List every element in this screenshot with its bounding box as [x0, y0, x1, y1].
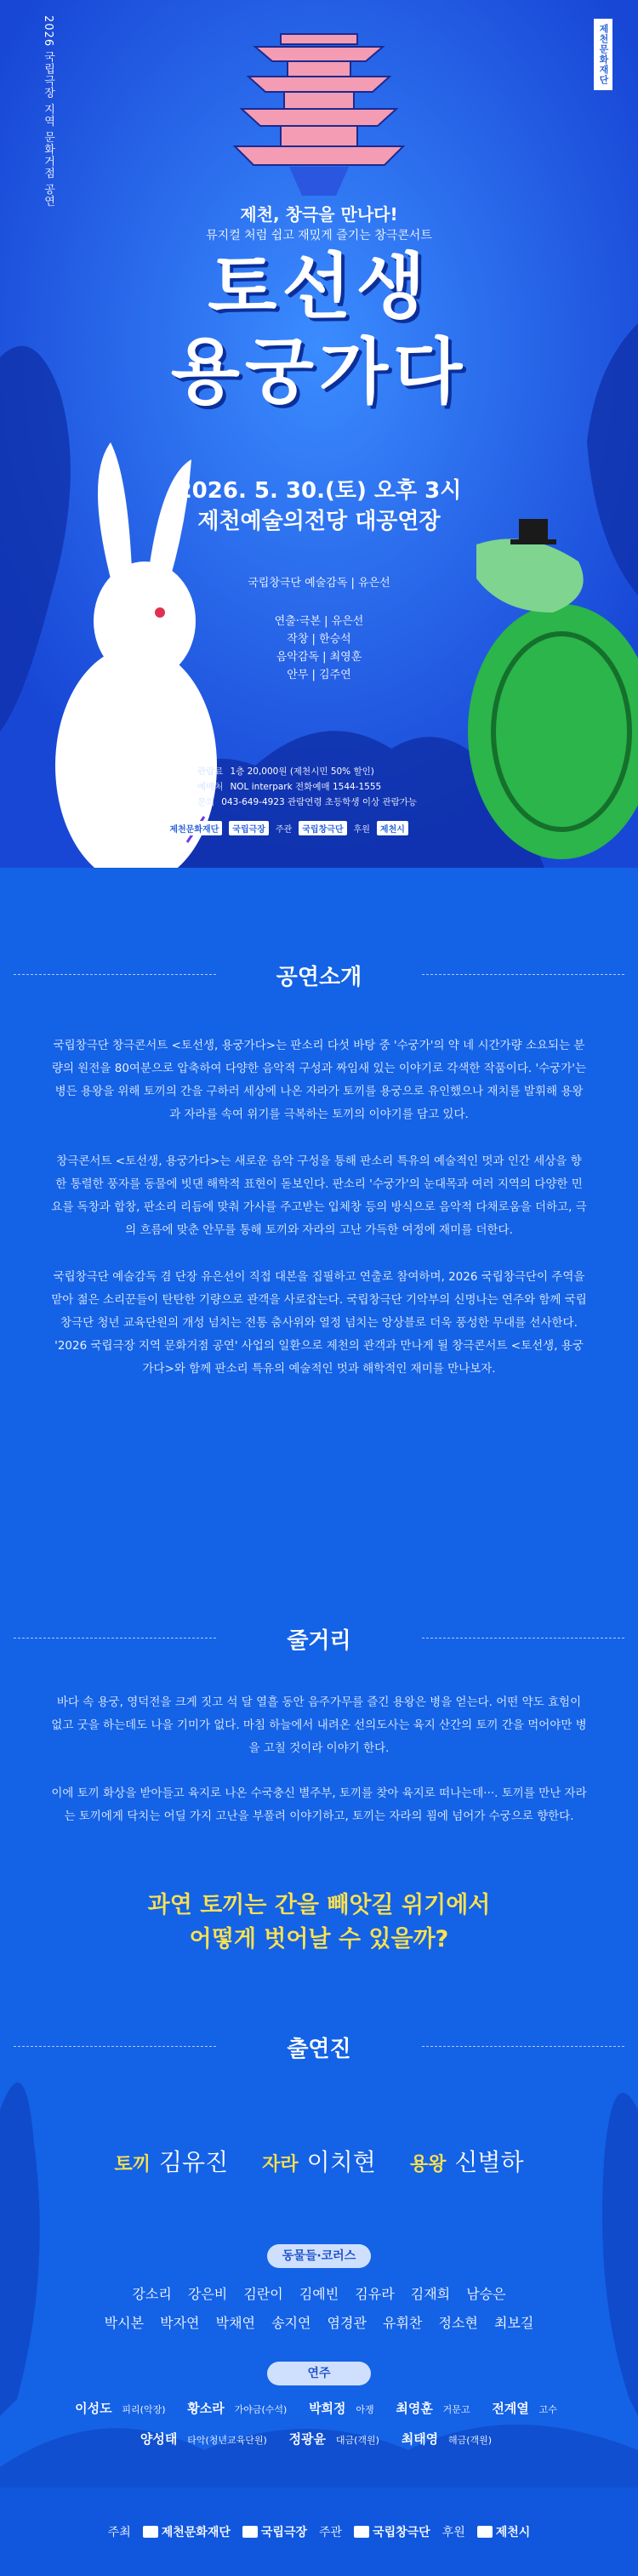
- band-part: 거문고: [442, 2404, 470, 2415]
- synopsis-text: [51, 1691, 587, 1828]
- band-names: [0, 2394, 638, 2455]
- footer-logo-text: 국립극장: [260, 2526, 307, 2539]
- band-name: 이성도: [75, 2401, 112, 2416]
- band-member: [402, 2431, 498, 2447]
- band-member: [289, 2431, 385, 2447]
- synopsis-paragraph: 바다 속 용궁, 영덕전을 크게 짓고 석 달 열흘 동안 음주가무를 즐긴 용왕은 병을 얻는다. 어떤 약도 효험이 없고 굿을 하는데도 나을 기미가 없다. 마침 하늘에서 내려온 선의도사는 육지 산간의 토끼 간을 먹어야만 병을 고칠 것이라 이야기 한다.: [51, 1695, 587, 1755]
- cast-leads: [0, 2144, 638, 2178]
- intro-text: [51, 1034, 587, 1381]
- poster-venue: 제천예술의전당 대공연장: [197, 509, 441, 534]
- lead-name: 신별하: [454, 2148, 524, 2176]
- chorus-row: [0, 2280, 638, 2309]
- poster-illustration: [0, 0, 638, 868]
- host-logo: 국립창극단: [299, 821, 346, 835]
- poster-credit-line: 작창 | 한승석: [287, 633, 351, 646]
- chorus-name: 염경관: [327, 2315, 367, 2331]
- poster-title-line2: 용궁가다: [170, 330, 468, 413]
- chorus-name: 박채연: [215, 2315, 255, 2331]
- cast-heading: 출연진: [287, 2037, 351, 2062]
- chorus-name: 송지연: [271, 2315, 311, 2331]
- poster-vertical-logo: 제천문화재단: [594, 19, 612, 90]
- footer-logo: [354, 2523, 430, 2540]
- content: [0, 868, 638, 2576]
- host-label: 주관: [275, 825, 293, 835]
- info-key: 문의: [197, 797, 215, 807]
- logo-mark-icon: [354, 2526, 369, 2538]
- band-part: 가야금(수석): [234, 2404, 288, 2415]
- chorus-name: 김란이: [243, 2286, 283, 2302]
- band-part: 타악(청년교육단원): [187, 2435, 267, 2446]
- band-row: [0, 2425, 638, 2455]
- poster-info-box: [197, 764, 453, 810]
- synopsis-quote: [0, 1889, 638, 1957]
- poster-credit-line: 음악감독 | 최영훈: [276, 651, 362, 664]
- band-member: [309, 2401, 380, 2416]
- lead-role: 자라: [262, 2154, 299, 2175]
- band-part: 고수: [538, 2404, 557, 2415]
- band-name: 최태영: [401, 2431, 439, 2447]
- band-name: 최영훈: [396, 2401, 433, 2416]
- lead-name: 이치현: [306, 2148, 376, 2176]
- host-label: 주최: [143, 825, 160, 835]
- poster-subtagline: 뮤지컬 처럼 쉽고 재밌게 즐기는 창극콘서트: [206, 229, 432, 242]
- footer-label: 주관: [319, 2526, 343, 2539]
- synopsis-paragraph: 이에 토끼 화상을 받아들고 육지로 나온 수국충신 별주부, 토끼를 찾아 육지로 떠나는데···. 토끼를 만난 자라는 토끼에게 닥치는 어딜 가지 고난을 부풀려 이야기하고, 토끼는 자라의 꾐에 넘어가 수궁으로 향한다.: [51, 1787, 587, 1823]
- chorus-name: 김유라: [355, 2286, 395, 2302]
- lead-entry: [114, 2144, 228, 2178]
- chorus-name: 김재희: [410, 2286, 451, 2302]
- intro-paragraph: 창극콘서트 <토선생, 용궁가다>는 새로운 음악 구성을 통해 판소리 특유의 예술적인 멋과 인간 세상을 향한 통렬한 풍자를 동물에 빗댄 해학적 표현이 돋보인다. 판소리 '수궁가'의 눈대목과 여러 지역의 다양한 민요를 독창과 합창, 판소리 리듬에 맞춰 가사를 주고받는 입체창 등의 방식으로 음악적 다채로움을 더하고, 극의 흐름에 맞춘 안무를 통해 토끼와 자라의 고난 가득한 여정에 재미를 더한다.: [51, 1154, 587, 1237]
- band-part: 대금(객원): [335, 2435, 379, 2446]
- footer-logo-text: 제천문화재단: [161, 2526, 231, 2539]
- chorus-label: 동물들·코러스: [267, 2244, 371, 2268]
- poster-date: 2026. 5. 30.(토) 오후 3시: [176, 478, 462, 504]
- band-member: [75, 2401, 171, 2416]
- host-logo: 제천시: [377, 821, 408, 835]
- footer-logo-text: 제천시: [495, 2526, 531, 2539]
- info-value: 1층 20,000원 (제천시민 50% 할인): [230, 767, 374, 777]
- logo-mark-icon: [242, 2526, 258, 2538]
- band-row: [0, 2394, 638, 2425]
- poster-director-credit: 국립창극단 예술감독 | 유은선: [248, 577, 390, 590]
- band-label: 연주: [267, 2362, 371, 2385]
- lead-name: 김유진: [159, 2148, 229, 2176]
- footer-label: 주최: [107, 2526, 131, 2539]
- quote-line: 어떻게 벗어날 수 있을까?: [189, 1926, 449, 1952]
- footer-logo: [242, 2523, 307, 2540]
- chorus-name: 최보길: [493, 2315, 534, 2331]
- chorus-name: 남승은: [466, 2286, 506, 2302]
- info-value: NOL interpark 전화예매 1544-1555: [230, 782, 382, 792]
- band-name: 박희정: [309, 2401, 346, 2416]
- info-key: 예매처: [197, 782, 224, 792]
- lead-role: 용왕: [409, 2154, 447, 2175]
- chorus-name: 박자연: [160, 2315, 200, 2331]
- lead-entry: [262, 2144, 376, 2178]
- band-member: [140, 2431, 273, 2447]
- poster-vertical-series: 2026 국립극장 지역 문화거점 공연: [42, 15, 54, 208]
- band-member: [187, 2401, 293, 2416]
- chorus-row: [0, 2309, 638, 2338]
- poster-hosts: [143, 821, 408, 835]
- band-part: 피리(악장): [122, 2404, 166, 2415]
- poster-title-line1: 토선생: [208, 245, 430, 328]
- info-row: [197, 764, 453, 779]
- host-label: 후원: [353, 825, 370, 835]
- band-member: [492, 2401, 563, 2416]
- chorus-name: 유휘찬: [383, 2315, 423, 2331]
- footer-logo-text: 국립창극단: [373, 2526, 430, 2539]
- logo-mark-icon: [477, 2526, 493, 2538]
- band-name: 양성태: [140, 2431, 178, 2447]
- chorus-name: 박시본: [104, 2315, 145, 2331]
- band-name: 전계열: [492, 2401, 529, 2416]
- chorus-names: [0, 2280, 638, 2338]
- intro-paragraph: 국립창극단 예술감독 겸 단장 유은선이 직접 대본을 집필하고 연출로 참여하며, 2026 국립창극단이 주역을 맡아 젊은 소리꾼들이 탄탄한 기량으로 관객을 사로잡는다. 국립창극단 기악부의 신명나는 연주와 함께 국립창극단 청년 교육단원의 개성 넘치는 전통 춤사위와 열정 넘치는 앙상블로 더욱 풍성한 무대를 선사한다. '2026 국립극장 지역 문화거점 공연' 사업의 일환으로 제천의 관객과 만나게 될 창극콘서트 <토선생, 용궁가다>와 함께 판소리 특유의 예술적인 멋과 해학적인 재미를 만나보자.: [51, 1270, 587, 1376]
- synopsis-heading: 줄거리: [287, 1628, 351, 1654]
- band-member: [396, 2401, 476, 2416]
- band-name: 정광윤: [288, 2431, 327, 2447]
- chorus-name: 강은비: [187, 2286, 228, 2302]
- chorus-name: 정소현: [438, 2315, 478, 2331]
- footer-logo: [477, 2523, 531, 2540]
- footer-label: 후원: [441, 2526, 465, 2539]
- chorus-name: 강소리: [132, 2286, 172, 2302]
- band-part: 아쟁: [356, 2404, 374, 2415]
- host-logo: 국립극장: [229, 821, 269, 835]
- footer-logo: [143, 2523, 231, 2540]
- band-name: 황소라: [187, 2401, 225, 2416]
- poster-credit-line: 연출·극본 | 유은선: [274, 615, 364, 628]
- intro-heading: 공연소개: [276, 965, 362, 990]
- poster-credits: [0, 613, 638, 684]
- quote-line: 과연 토끼는 간을 빼앗길 위기에서: [147, 1892, 491, 1918]
- info-row: [197, 779, 453, 795]
- poster-tagline: 제천, 창극을 만나다!: [240, 204, 398, 225]
- band-part: 해금(객원): [447, 2435, 493, 2446]
- info-value: 043-649-4923 관람연령 초등학생 이상 관람가능: [221, 797, 418, 807]
- footer: [0, 2488, 638, 2576]
- lead-role: 토끼: [114, 2154, 151, 2175]
- poster: [0, 0, 638, 868]
- host-logo: 제천문화재단: [166, 821, 222, 835]
- info-key: 관람료: [197, 767, 224, 777]
- intro-paragraph: 국립창극단 창극콘서트 <토선생, 용궁가다>는 판소리 다섯 바탕 중 '수궁가'의 약 네 시간가량 소요되는 분량의 원전을 80여분으로 압축하여 다양한 음악적 구성과 짜임새 있는 이야기로 각색한 작품이다. '수궁가'는 병든 용왕을 위해 토끼의 간을 구하러 세상에 나온 자라가 토끼를 용궁으로 유인했으나 재치를 발휘해 용왕과 자라를 속여 위기를 극복하는 토끼의 이야기를 담고 있다.: [51, 1039, 587, 1121]
- info-row: [197, 795, 453, 810]
- lead-entry: [410, 2144, 524, 2178]
- poster-credit-line: 안무 | 김주연: [287, 669, 351, 681]
- chorus-name: 김예빈: [299, 2286, 339, 2302]
- logo-mark-icon: [143, 2526, 158, 2538]
